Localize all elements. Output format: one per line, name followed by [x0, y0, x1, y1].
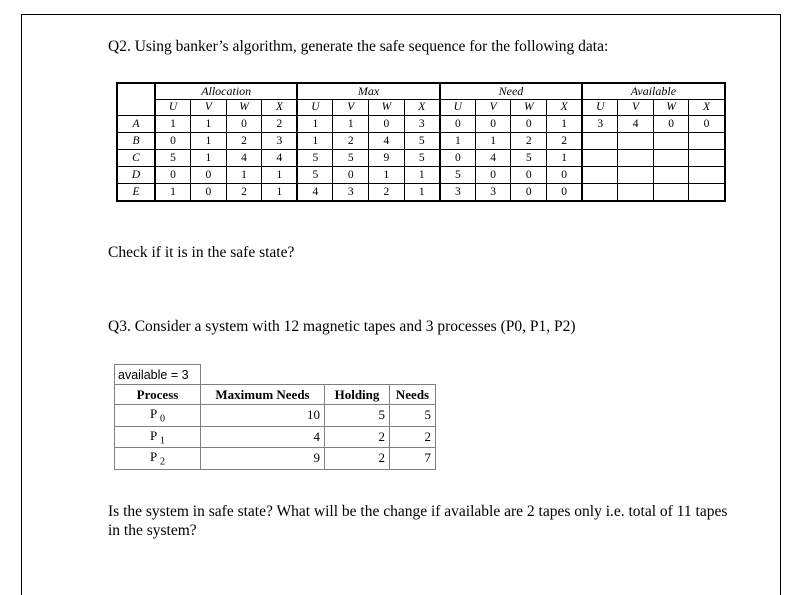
need-cell: 0 [547, 184, 583, 202]
resource-header: V [618, 100, 654, 116]
table-row [115, 405, 436, 427]
tapes-header-row [115, 385, 436, 405]
page-border-left [21, 14, 22, 595]
available-cell: 0 [689, 116, 725, 133]
max-cell: 1 [297, 116, 333, 133]
available-cell [653, 150, 689, 167]
header-needs: Needs [390, 385, 436, 405]
table-row [115, 448, 436, 470]
q3-title: Q3. Consider a system with 12 magnetic tapes and 3 processes (P0, P1, P2) [108, 318, 576, 335]
resource-header-row [117, 100, 725, 116]
max-cell: 9 [369, 150, 405, 167]
final-question: Is the system in safe state? What will be the change if available are 2 tapes only i.e. total of 11 tapes in the system? [108, 503, 728, 539]
process-label: B [117, 133, 155, 150]
holding-value: 2 [325, 448, 390, 470]
resource-header: V [475, 100, 511, 116]
resource-header: U [297, 100, 333, 116]
max-cell: 0 [369, 116, 405, 133]
allocation-cell: 0 [191, 167, 227, 184]
max-cell: 0 [333, 167, 369, 184]
max-needs-value: 10 [201, 405, 325, 427]
available-cell [618, 133, 654, 150]
needs-value: 7 [390, 448, 436, 470]
max-cell: 1 [369, 167, 405, 184]
need-cell: 3 [440, 184, 476, 202]
group-header: Allocation [155, 83, 297, 100]
allocation-cell: 1 [262, 184, 298, 202]
allocation-cell: 2 [262, 116, 298, 133]
bankers-table [116, 82, 726, 202]
max-cell: 1 [404, 167, 440, 184]
available-cell [689, 167, 725, 184]
resource-header: V [333, 100, 369, 116]
max-cell: 2 [369, 184, 405, 202]
resource-header: W [653, 100, 689, 116]
need-cell: 0 [511, 116, 547, 133]
available-cell: 3 [582, 116, 618, 133]
max-cell: 1 [297, 133, 333, 150]
max-cell: 1 [404, 184, 440, 202]
allocation-cell: 1 [191, 133, 227, 150]
group-header: Max [297, 83, 439, 100]
process-name: P $_1$ [115, 426, 201, 448]
max-cell: 5 [333, 150, 369, 167]
need-cell: 0 [440, 116, 476, 133]
available-cell [689, 133, 725, 150]
holding-value: 2 [325, 426, 390, 448]
need-cell: 0 [511, 167, 547, 184]
need-cell: 1 [440, 133, 476, 150]
page-border-top [21, 14, 781, 15]
allocation-cell: 2 [226, 184, 262, 202]
page-border-right [780, 14, 781, 595]
max-cell: 3 [333, 184, 369, 202]
available-cell [689, 150, 725, 167]
max-cell: 2 [333, 133, 369, 150]
process-label: C [117, 150, 155, 167]
need-cell: 0 [511, 184, 547, 202]
allocation-cell: 1 [226, 167, 262, 184]
available-empty [201, 365, 436, 385]
resource-header: X [689, 100, 725, 116]
allocation-cell: 4 [226, 150, 262, 167]
need-cell: 2 [547, 133, 583, 150]
max-needs-value: 9 [201, 448, 325, 470]
available-cell [582, 150, 618, 167]
corner-cell [117, 83, 155, 116]
need-cell: 5 [440, 167, 476, 184]
resource-header: V [191, 100, 227, 116]
available-cell [618, 150, 654, 167]
available-label: available = 3 [115, 365, 201, 385]
available-cell [618, 167, 654, 184]
available-cell [618, 184, 654, 202]
need-cell: 0 [475, 167, 511, 184]
max-cell: 4 [297, 184, 333, 202]
table-row [117, 150, 725, 167]
group-header: Available [582, 83, 724, 100]
available-cell [653, 184, 689, 202]
process-label: A [117, 116, 155, 133]
allocation-cell: 3 [262, 133, 298, 150]
available-cell [582, 184, 618, 202]
table-row [117, 133, 725, 150]
resource-header: W [511, 100, 547, 116]
header-holding: Holding [325, 385, 390, 405]
available-cell: 0 [653, 116, 689, 133]
available-cell [582, 167, 618, 184]
process-name: P $_0$ [115, 405, 201, 427]
resource-header: U [440, 100, 476, 116]
q2-title: Q2. Using banker’s algorithm, generate the safe sequence for the following data: [108, 38, 609, 55]
allocation-cell: 5 [155, 150, 191, 167]
process-name: P $_2$ [115, 448, 201, 470]
allocation-cell: 1 [191, 150, 227, 167]
available-row [115, 365, 436, 385]
max-cell: 5 [404, 133, 440, 150]
allocation-cell: 0 [155, 133, 191, 150]
process-label: D [117, 167, 155, 184]
resource-header: W [226, 100, 262, 116]
max-cell: 1 [333, 116, 369, 133]
resource-header: X [404, 100, 440, 116]
available-cell [582, 133, 618, 150]
max-cell: 5 [404, 150, 440, 167]
resource-header: X [547, 100, 583, 116]
needs-value: 2 [390, 426, 436, 448]
resource-header: U [582, 100, 618, 116]
allocation-cell: 4 [262, 150, 298, 167]
safe-state-question: Check if it is in the safe state? [108, 244, 295, 261]
allocation-cell: 1 [155, 184, 191, 202]
header-process: Process [115, 385, 201, 405]
header-maximum-needs: Maximum Needs [201, 385, 325, 405]
need-cell: 5 [511, 150, 547, 167]
max-cell: 3 [404, 116, 440, 133]
allocation-cell: 0 [226, 116, 262, 133]
allocation-cell: 1 [155, 116, 191, 133]
max-cell: 4 [369, 133, 405, 150]
need-cell: 0 [475, 116, 511, 133]
table-row [117, 167, 725, 184]
available-cell [653, 133, 689, 150]
allocation-cell: 2 [226, 133, 262, 150]
allocation-cell: 1 [191, 116, 227, 133]
need-cell: 3 [475, 184, 511, 202]
resource-header: X [262, 100, 298, 116]
group-header: Need [440, 83, 582, 100]
need-cell: 0 [440, 150, 476, 167]
allocation-cell: 0 [155, 167, 191, 184]
available-cell [689, 184, 725, 202]
table-row [117, 116, 725, 133]
max-cell: 5 [297, 150, 333, 167]
needs-value: 5 [390, 405, 436, 427]
allocation-cell: 1 [262, 167, 298, 184]
need-cell: 1 [547, 150, 583, 167]
resource-header: W [369, 100, 405, 116]
table-row [115, 426, 436, 448]
allocation-cell: 0 [191, 184, 227, 202]
group-header-row [117, 83, 725, 100]
need-cell: 4 [475, 150, 511, 167]
need-cell: 2 [511, 133, 547, 150]
available-cell [653, 167, 689, 184]
need-cell: 0 [547, 167, 583, 184]
max-cell: 5 [297, 167, 333, 184]
resource-header: U [155, 100, 191, 116]
max-needs-value: 4 [201, 426, 325, 448]
process-label: E [117, 184, 155, 202]
table-row [117, 184, 725, 202]
tapes-table [114, 364, 436, 470]
available-cell: 4 [618, 116, 654, 133]
need-cell: 1 [475, 133, 511, 150]
need-cell: 1 [547, 116, 583, 133]
holding-value: 5 [325, 405, 390, 427]
